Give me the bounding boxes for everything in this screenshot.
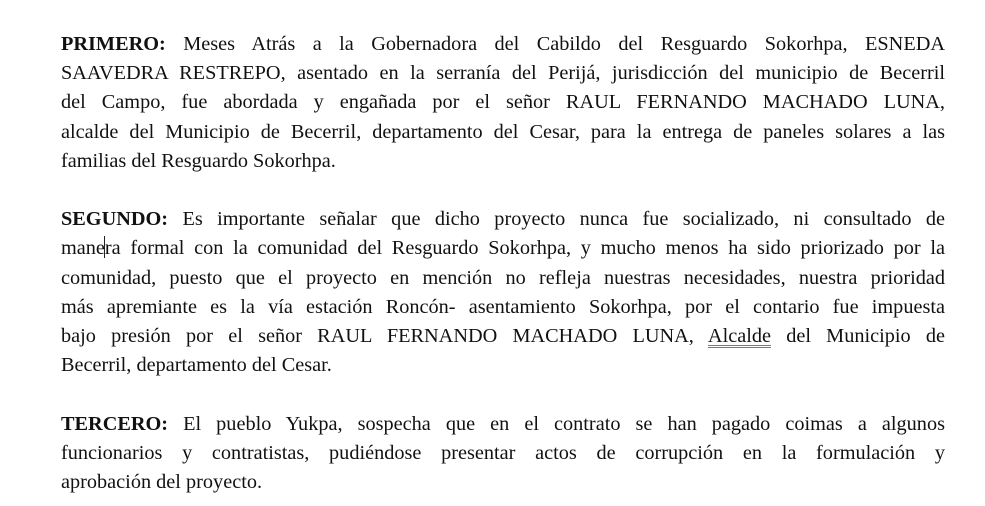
text-line: funcionarios y contratistas, pudiéndose presentar actos de corrupción en la formulación y bbox=[61, 441, 945, 464]
text-line: Becerril, departamento del Cesar. bbox=[61, 354, 332, 377]
text-line bbox=[61, 205, 945, 234]
text-line: más apremiante es la vía estación Roncón- asentamiento Sokorhpa, por el contario fue impuesta bbox=[61, 295, 945, 318]
text-line bbox=[61, 410, 945, 439]
paragraph-tercero bbox=[61, 410, 945, 498]
text-span: bajo presión por el señor RAUL FERNANDO MACHADO LUNA, bbox=[61, 325, 694, 348]
text-line bbox=[61, 30, 945, 59]
text-span: El pueblo Yukpa, sospecha que en el contrato se han pagado coimas a algunos bbox=[183, 412, 945, 435]
paragraph-label: SEGUNDO: bbox=[61, 208, 169, 231]
paragraph-label: TERCERO: bbox=[61, 412, 169, 435]
text-span: mane bbox=[61, 237, 105, 260]
text-line: familias del Resguardo Sokorhpa. bbox=[61, 149, 336, 172]
text-line bbox=[61, 322, 945, 351]
document-body bbox=[61, 30, 945, 497]
spellcheck-flagged-word[interactable]: Alcalde bbox=[707, 325, 771, 348]
text-line: del Campo, fue abordada y engañada por el señor RAUL FERNANDO MACHADO LUNA, bbox=[61, 91, 945, 114]
text-span: Es importante señalar que dicho proyecto nunca fue socializado, ni consultado de bbox=[182, 208, 945, 231]
text-span: Meses Atrás a la Gobernadora del Cabildo del Resguardo Sokorhpa, ESNEDA bbox=[183, 33, 945, 55]
text-line: comunidad, puesto que el proyecto en mención no refleja nuestras necesidades, nuestra prioridad bbox=[61, 266, 945, 289]
text-span: del Municipio de bbox=[786, 325, 945, 348]
text-line: alcalde del Municipio de Becerril, departamento del Cesar, para la entrega de paneles solares a las bbox=[61, 120, 945, 143]
text-span: ra formal con la comunidad del Resguardo Sokorhpa, y mucho menos ha sido priorizado por la bbox=[104, 237, 945, 260]
paragraph-primero bbox=[61, 30, 945, 176]
text-line: SAAVEDRA RESTREPO, asentado en la serranía del Perijá, jurisdicción del municipio de Becerril bbox=[61, 62, 945, 85]
paragraph-label: PRIMERO: bbox=[61, 33, 166, 55]
text-line bbox=[61, 234, 945, 263]
text-line: aprobación del proyecto. bbox=[61, 471, 263, 494]
paragraph-segundo bbox=[61, 205, 945, 380]
